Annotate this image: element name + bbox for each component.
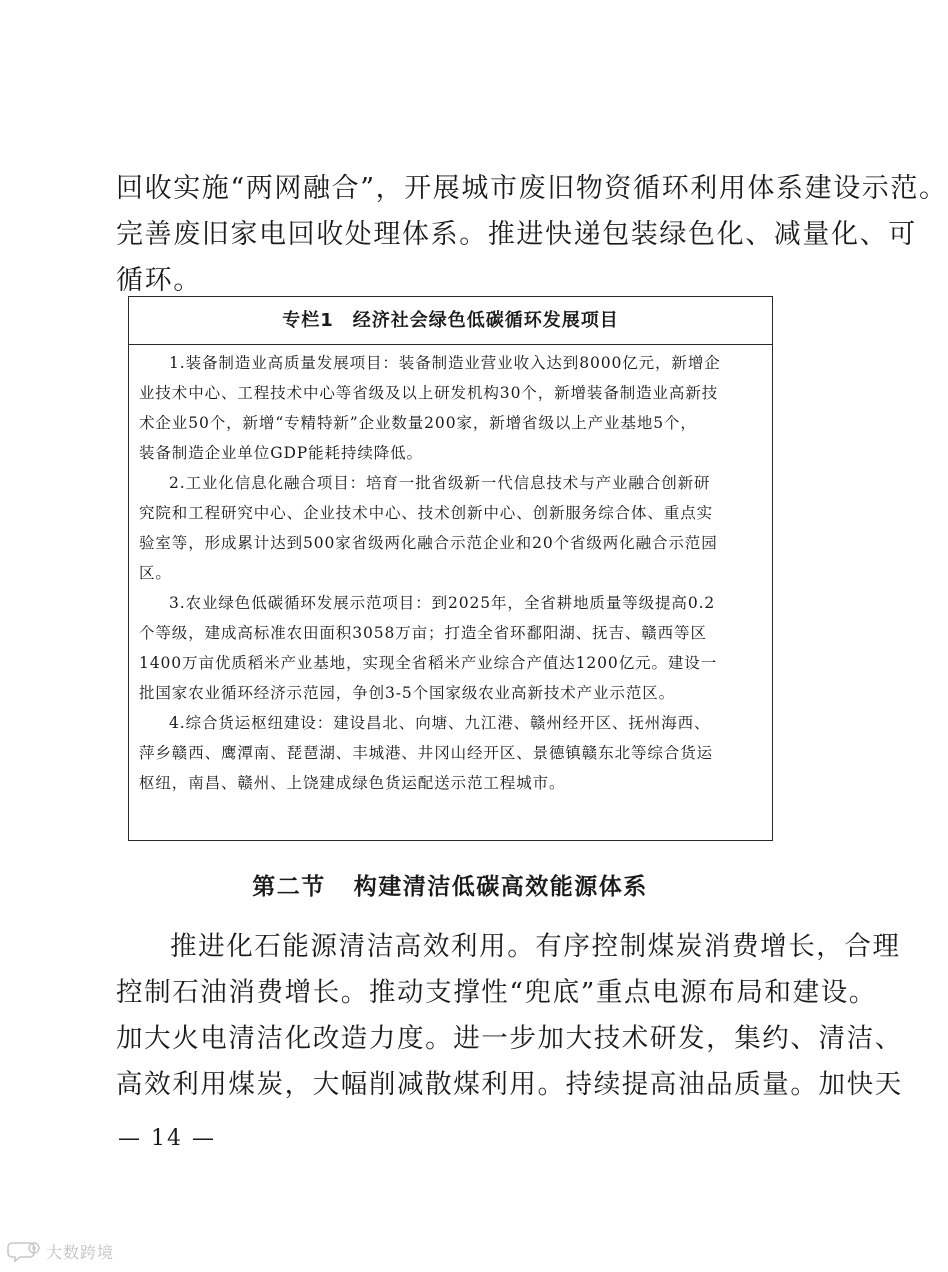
paragraph-line: 高效利用煤炭，大幅削减散煤利用。持续提高油品质量。加快天	[116, 1069, 903, 1100]
box-title: 专栏1 经济社会绿色低碳循环发展项目	[129, 297, 772, 345]
speech-bubble-logo-icon	[8, 1239, 42, 1263]
item-line: 验室等，形成累计达到500家省级两化融合示范企业和20个省级两化融合示范园	[139, 534, 718, 552]
section-number: 第二节	[252, 873, 326, 900]
item-line: 术企业50个，新增“专精特新”企业数量200家，新增省级以上产业基地5个，	[139, 414, 697, 432]
item-line: 4.综合货运枢纽建设：建设昌北、向塘、九江港、赣州经开区、抚州海西、	[169, 714, 711, 732]
item-line: 3.农业绿色低碳循环发展示范项目：到2025年，全省耕地质量等级提高0.2	[169, 594, 716, 612]
paragraph-line: 控制石油消费增长。推动支撑性“兜底”重点电源布局和建设。	[116, 977, 877, 1008]
page-number: — 14 —	[118, 1126, 216, 1151]
paragraph-line: 推进化石能源清洁高效利用。有序控制煤炭消费增长，合理	[170, 931, 901, 962]
item-line: 业技术中心、工程技术中心等省级及以上研发机构30个，新增装备制造业高新技	[139, 384, 719, 402]
section-heading	[0, 868, 900, 901]
item-line: 枢纽，南昌、赣州、上饶建成绿色货运配送示范工程城市。	[139, 774, 566, 792]
paragraph-line: 加大火电清洁化改造力度。进一步加大技术研发，集约、清洁、	[116, 1023, 903, 1054]
item-line: 个等级，建成高标准农田面积3058万亩；打造全省环鄱阳湖、抚吉、赣西等区	[139, 624, 707, 642]
top-paragraph	[116, 166, 948, 304]
bottom-paragraph	[116, 924, 903, 1108]
watermark-text: 大数跨境	[46, 1242, 115, 1262]
special-column-box	[128, 296, 773, 841]
item-line: 装备制造企业单位GDP能耗持续降低。	[139, 444, 423, 462]
item-line: 批国家农业循环经济示范园，争创3-5个国家级农业高新技术产业示范区。	[139, 684, 676, 702]
item-line: 2.工业化信息化融合项目：培育一批省级新一代信息技术与产业融合创新研	[169, 474, 711, 492]
box-item-informatization	[139, 468, 762, 588]
section-title: 构建清洁低碳高效能源体系	[353, 873, 648, 900]
paragraph-line: 循环。	[116, 265, 202, 296]
box-item-equipment	[139, 348, 762, 468]
box-item-freight-hub	[139, 708, 762, 798]
item-line: 萍乡赣西、鹰潭南、琵琶湖、丰城港、井冈山经开区、景德镇赣东北等综合货运	[139, 744, 714, 762]
paragraph-line: 回收实施“两网融合”，开展城市废旧物资循环利用体系建设示范。	[116, 173, 948, 204]
paragraph-line: 完善废旧家电回收处理体系。推进快递包装绿色化、减量化、可	[116, 219, 917, 250]
box-body	[129, 345, 772, 798]
item-line: 究院和工程研究中心、企业技术中心、技术创新中心、创新服务综合体、重点实	[139, 504, 714, 522]
item-line: 1400万亩优质稻米产业基地，实现全省稻米产业综合产值达1200亿元。建设一	[139, 654, 718, 672]
watermark	[8, 1238, 114, 1264]
box-item-agriculture	[139, 588, 762, 708]
item-line: 区。	[139, 564, 172, 582]
item-line: 1.装备制造业高质量发展项目：装备制造业营业收入达到8000亿元，新增企	[169, 354, 721, 372]
